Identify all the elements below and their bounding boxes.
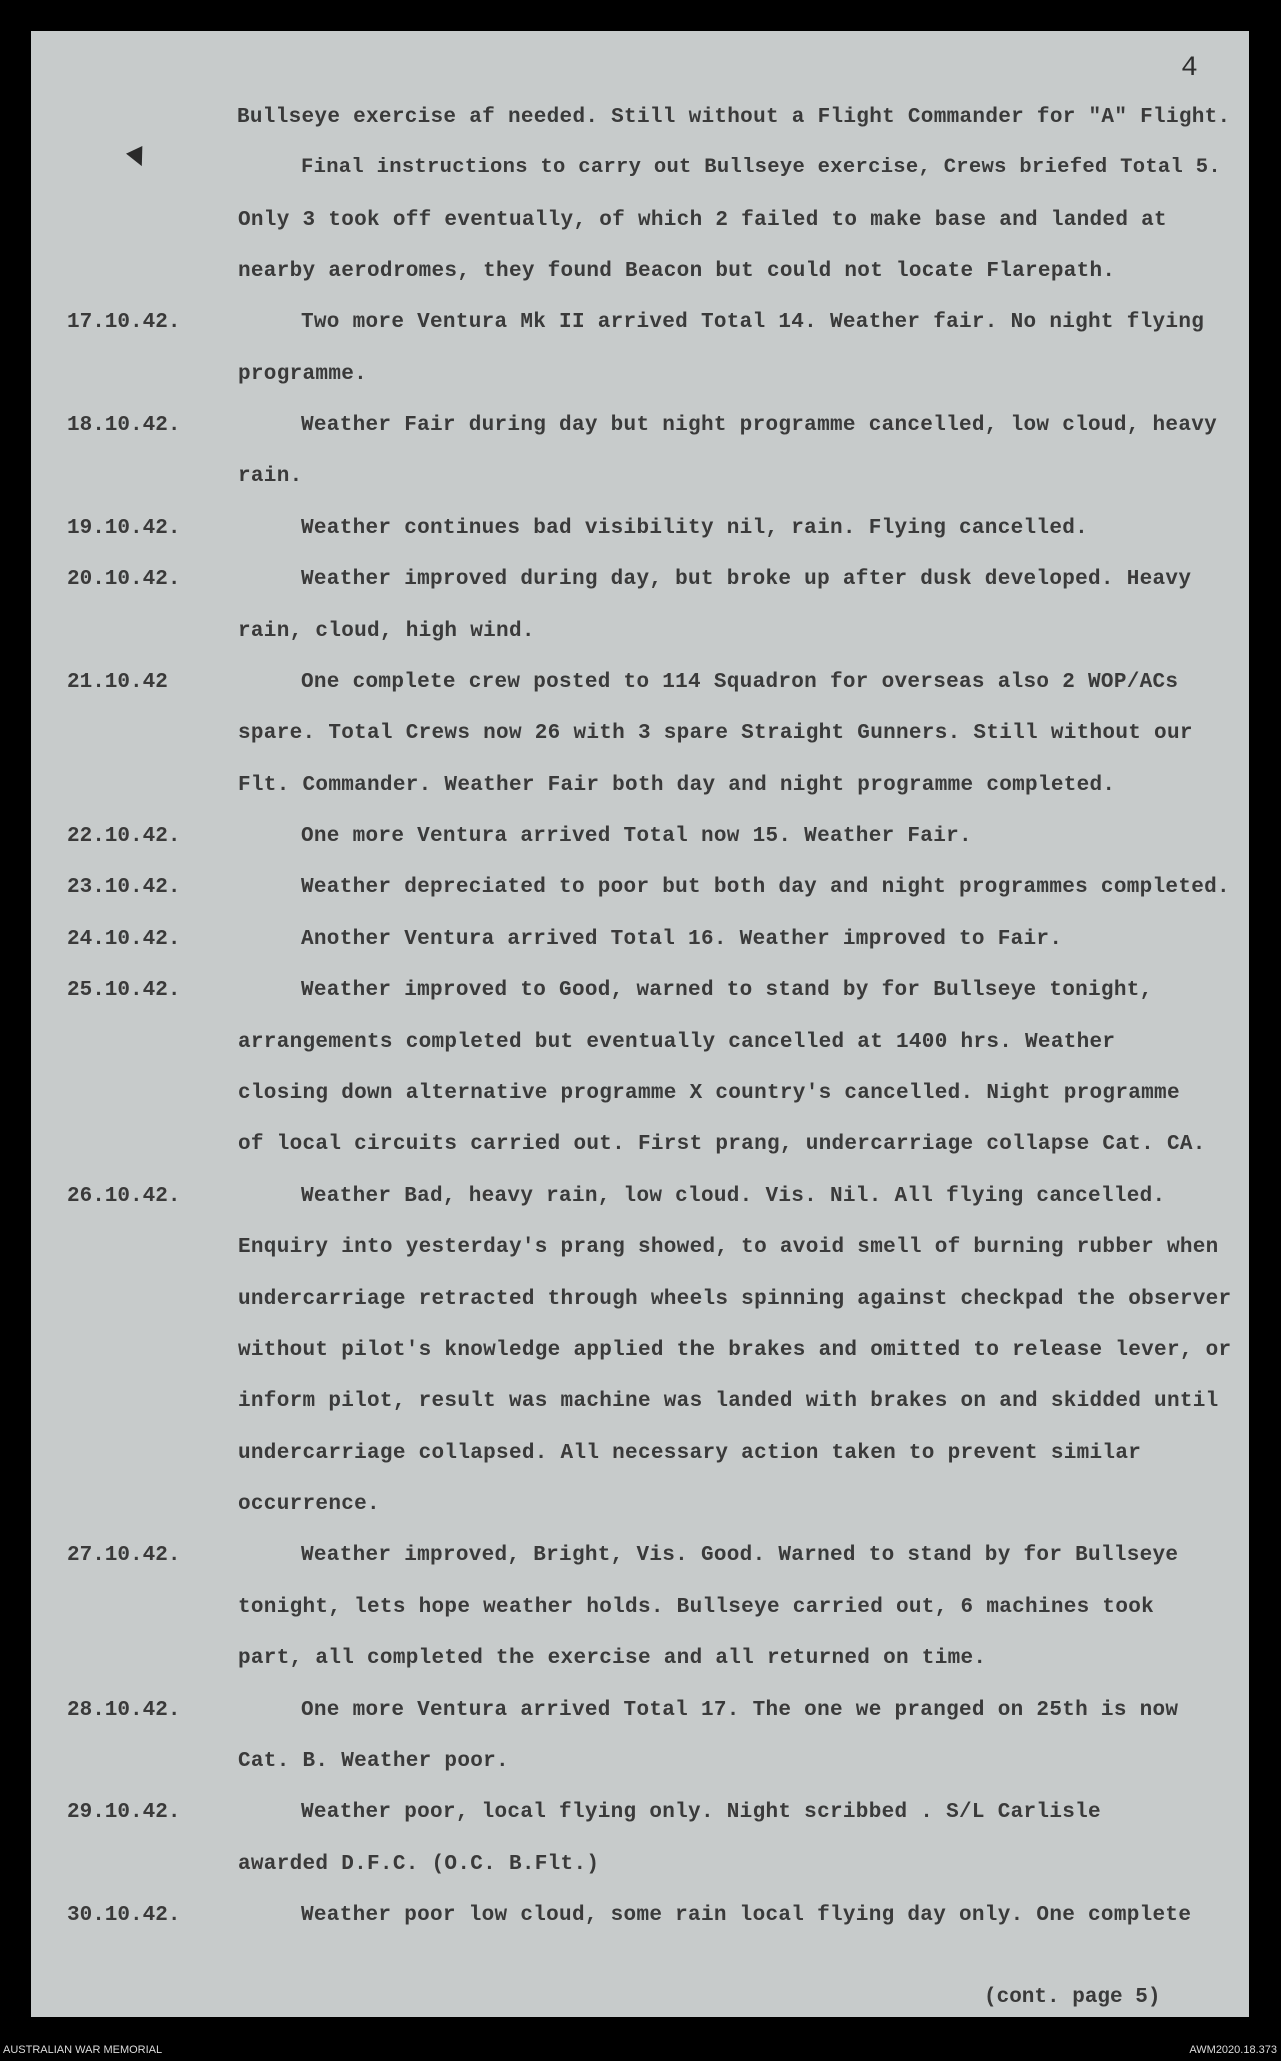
text-line: Flt. Commander. Weather Fair both day and night programme completed. xyxy=(238,774,1116,797)
text-line: Another Ventura arrived Total 16. Weather improved to Fair. xyxy=(301,928,1063,951)
entry-date: 18.10.42. xyxy=(67,414,181,437)
text-line: Bullseye exercise af needed. Still without a Flight Commander for "A" Flight. xyxy=(237,106,1231,129)
document-page xyxy=(31,31,1249,2017)
text-line: awarded D.F.C. (O.C. B.Flt.) xyxy=(238,1853,600,1876)
text-line: tonight, lets hope weather holds. Bullseye carried out, 6 machines took xyxy=(238,1596,1155,1619)
text-line: Weather improved to Good, warned to stand by for Bullseye tonight, xyxy=(301,979,1153,1002)
text-line: closing down alternative programme X country's cancelled. Night programme xyxy=(238,1082,1180,1105)
text-line: Weather depreciated to poor but both day and night programmes completed. xyxy=(301,876,1230,899)
punch-mark-icon xyxy=(126,146,150,170)
text-line: Weather Bad, heavy rain, low cloud. Vis. Nil. All flying cancelled. xyxy=(301,1185,1166,1208)
text-line: Weather Fair during day but night programme cancelled, low cloud, heavy xyxy=(301,414,1218,437)
text-line: undercarriage retracted through wheels spinning against checkpad the observer xyxy=(238,1288,1232,1311)
text-line: Cat. B. Weather poor. xyxy=(238,1750,509,1773)
entry-date: 24.10.42. xyxy=(67,928,181,951)
footer-archive-name: AUSTRALIAN WAR MEMORIAL xyxy=(3,2044,163,2056)
text-line: One more Ventura arrived Total now 15. Weather Fair. xyxy=(301,825,972,848)
footer-catalogue-id: AWM2020.18.373 xyxy=(1189,2044,1277,2056)
text-line: Weather improved, Bright, Vis. Good. Warned to stand by for Bullseye xyxy=(301,1544,1179,1567)
text-line: Weather improved during day, but broke up after dusk developed. Heavy xyxy=(301,568,1192,591)
text-line: Only 3 took off eventually, of which 2 failed to make base and landed at xyxy=(238,209,1167,232)
page-number: 4 xyxy=(1181,53,1198,84)
text-line: rain. xyxy=(238,465,303,488)
text-line: undercarriage collapsed. All necessary action taken to prevent similar xyxy=(238,1442,1142,1465)
text-line: of local circuits carried out. First prang, undercarriage collapse Cat. CA. xyxy=(238,1133,1206,1156)
text-line: without pilot's knowledge applied the brakes and omitted to release lever, or xyxy=(238,1339,1232,1362)
text-line: arrangements completed but eventually cancelled at 1400 hrs. Weather xyxy=(238,1031,1116,1054)
text-line: inform pilot, result was machine was landed with brakes on and skidded until xyxy=(238,1390,1219,1413)
entry-date: 17.10.42. xyxy=(67,311,181,334)
text-line: programme. xyxy=(238,363,368,386)
text-line: Two more Ventura Mk II arrived Total 14. Weather fair. No night flying xyxy=(301,311,1205,334)
entry-date: 23.10.42. xyxy=(67,876,181,899)
entry-date: 27.10.42. xyxy=(67,1544,181,1567)
text-line: rain, cloud, high wind. xyxy=(238,620,535,643)
entry-date: 26.10.42. xyxy=(67,1185,181,1208)
text-line: One complete crew posted to 114 Squadron for overseas also 2 WOP/ACs xyxy=(301,671,1179,694)
continuation-note: (cont. page 5) xyxy=(984,1986,1161,2009)
text-line: nearby aerodromes, they found Beacon but could not locate Flarepath. xyxy=(238,260,1116,283)
text-line: One more Ventura arrived Total 17. The one we pranged on 25th is now xyxy=(301,1699,1179,1722)
text-line: Final instructions to carry out Bullseye exercise, Crews briefed Total 5. xyxy=(301,156,1221,179)
text-line: occurrence. xyxy=(238,1493,380,1516)
entry-date: 20.10.42. xyxy=(67,568,181,591)
text-line: Weather continues bad visibility nil, rain. Flying cancelled. xyxy=(301,517,1089,540)
text-line: Enquiry into yesterday's prang showed, to avoid smell of burning rubber when xyxy=(238,1236,1219,1259)
text-line: Weather poor low cloud, some rain local flying day only. One complete xyxy=(301,1904,1192,1927)
entry-date: 21.10.42 xyxy=(67,671,168,694)
entry-date: 30.10.42. xyxy=(67,1904,181,1927)
text-line: part, all completed the exercise and all returned on time. xyxy=(238,1647,987,1670)
entry-date: 29.10.42. xyxy=(67,1801,181,1824)
entry-date: 25.10.42. xyxy=(67,979,181,1002)
text-line: Weather poor, local flying only. Night scribbed . S/L Carlisle xyxy=(301,1801,1101,1824)
entry-date: 22.10.42. xyxy=(67,825,181,848)
entry-date: 28.10.42. xyxy=(67,1699,181,1722)
entry-date: 19.10.42. xyxy=(67,517,181,540)
text-line: spare. Total Crews now 26 with 3 spare Straight Gunners. Still without our xyxy=(238,722,1193,745)
